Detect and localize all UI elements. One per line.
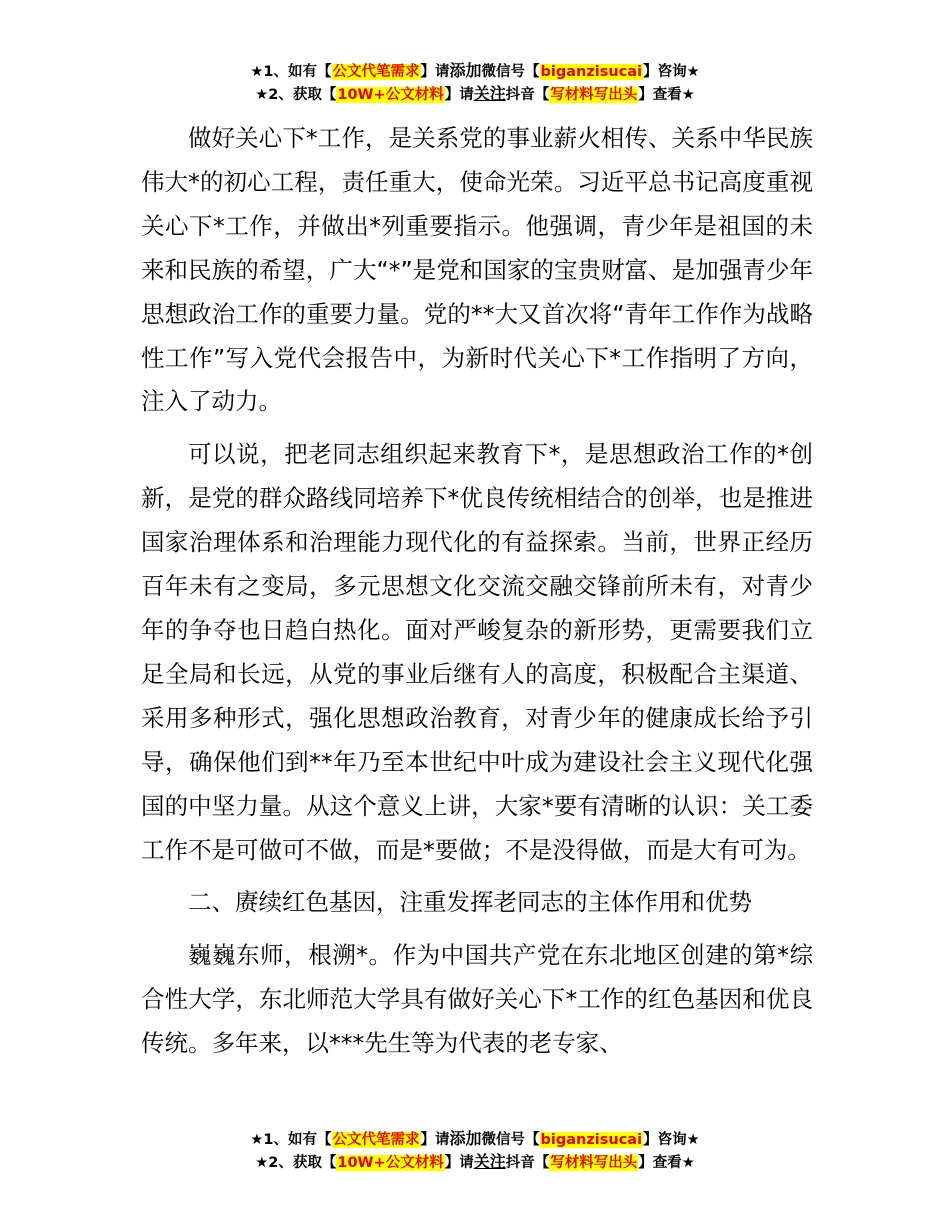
footer-promo-line-1 [0, 1128, 950, 1151]
header-line1-part3: 微信号【 [481, 64, 540, 80]
header-line2-part2: 】请 [444, 87, 474, 103]
footer-line2-part3: 抖音【 [505, 1155, 550, 1171]
header-line1-highlight-ghostwriting: 公文代笔需求 [332, 64, 420, 80]
body-paragraph-2: 可以说，把老同志组织起来教育下*，是思想政治工作的*创新，是党的群众路线同培养下*优良传统相结合的创举，也是推进国家治理体系和治理能力现代化的有益探索。当前，世界正经历百年未有之变局，多元思想文化交流交融交锋前所未有，对青少年的争夺也日趋白热化。面对严峻复杂的新形势，更需要我们立足全局和长远，从党的事业后继有人的高度，积极配合主渠道、采用多种形式，强化思想政治教育，对青少年的健康成长给予引导，确保他们到**年乃至本世纪中叶成为建设社会主义现代化强国的中坚力量。从这个意义上讲，大家*要有清晰的认识：关工委工作不是可做可不做，而是*要做；不是没得做，而是大有可为。 [141, 440, 813, 864]
footer-line1-part3: 微信号【 [481, 1132, 540, 1148]
header-line1-part2: 】请 [420, 64, 450, 80]
footer-line2-part4: 】查看★ [638, 1155, 695, 1171]
header-line1-part4: 】咨询★ [643, 64, 700, 80]
footer-line1-part1: ★1、如有【 [250, 1132, 332, 1148]
footer-line1-add: 添加 [449, 1129, 482, 1148]
header-line2-part3: 抖音【 [505, 87, 550, 103]
header-line2-follow: 关注 [473, 84, 506, 103]
section-heading-2: 二、赓续红色基因，注重发挥老同志的主体作用和优势 [188, 888, 752, 917]
header-line2-highlight-douyin-account: 写材料写出头 [550, 87, 638, 103]
header-promo-line-2 [0, 83, 950, 106]
header-line1-highlight-wechat-id: biganzisucai [540, 64, 643, 80]
body-paragraph-1: 做好关心下*工作，是关系党的事业薪火相传、关系中华民族伟大*的初心工程，责任重大，使命光荣。习近平总书记高度重视关心下*工作，并做出*列重要指示。他强调，青少年是祖国的未来和民族的希望，广大“*”是党和国家的宝贵财富、是加强青少年思想政治工作的重要力量。党的**大又首次将“青年工作作为战略性工作”写入党代会报告中，为新时代关心下*工作指明了方向，注入了动力。 [141, 124, 813, 416]
header-banner [0, 60, 950, 106]
footer-line2-follow: 关注 [473, 1152, 506, 1171]
header-promo-line-1 [0, 60, 950, 83]
footer-line2-part1: ★2、获取【 [255, 1155, 337, 1171]
body-paragraph-3: 巍巍东师，根溯*。作为中国共产党在东北地区创建的第*综合性大学，东北师范大学具有做好关心下*工作的红色基因和优良传统。多年来，以***先生等为代表的老专家、 [141, 941, 813, 1058]
header-line2-highlight-materials: 10W+公文材料 [337, 87, 444, 103]
footer-promo-line-2 [0, 1151, 950, 1174]
footer-line2-highlight-douyin-account: 写材料写出头 [550, 1155, 638, 1171]
footer-line1-highlight-wechat-id: biganzisucai [540, 1132, 643, 1148]
header-line1-add: 添加 [449, 61, 482, 80]
footer-line2-part2: 】请 [444, 1155, 474, 1171]
header-line2-part4: 】查看★ [638, 87, 695, 103]
footer-line2-highlight-materials: 10W+公文材料 [337, 1155, 444, 1171]
header-line2-part1: ★2、获取【 [255, 87, 337, 103]
footer-banner [0, 1128, 950, 1174]
footer-line1-part2: 】请 [420, 1132, 450, 1148]
footer-line1-highlight-ghostwriting: 公文代笔需求 [332, 1132, 420, 1148]
footer-line1-part4: 】咨询★ [643, 1132, 700, 1148]
header-line1-part1: ★1、如有【 [250, 64, 332, 80]
document-body [141, 117, 813, 1066]
